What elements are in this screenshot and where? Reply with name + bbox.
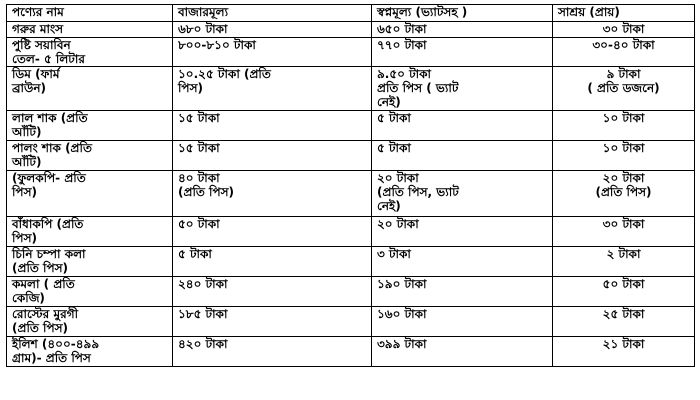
cell-shwapno-price: ৭৭০ টাকা [372,38,553,67]
cell-product: লাল শাক (প্রতি আঁটি) [7,111,173,141]
cell-saving: ১০ টাকা [553,141,695,171]
cell-saving: ৩০ টাকা [553,217,695,247]
cell-saving: ৩০-৪০ টাকা [553,38,695,67]
cell-market-price: ৬৮০ টাকা [173,22,372,38]
cell-product: ডিম (ফার্ম ব্রাউন) [7,67,173,111]
cell-market-price: ১৫ টাকা [173,111,372,141]
cell-market-price: ৪২০ টাকা [173,337,372,367]
header-shwapno-price: স্বপ্নমূল্য (ভ্যাটসহ ) [372,5,553,22]
cell-shwapno-price: ৫ টাকা [372,111,553,141]
cell-shwapno-price: ৯.৫০ টাকা প্রতি পিস ( ভ্যাট নেই) [372,67,553,111]
cell-saving: ৯ টাকা ( প্রতি ডজনে) [553,67,695,111]
table-row [7,247,695,277]
cell-market-price: ৪০ টাকা (প্রতি পিস) [173,171,372,217]
cell-market-price: ১০.২৫ টাকা (প্রতি পিস) [173,67,372,111]
table-row [7,171,695,217]
cell-shwapno-price: ৫ টাকা [372,141,553,171]
cell-saving: ১০ টাকা [553,111,695,141]
cell-shwapno-price: ৬৫০ টাকা [372,22,553,38]
cell-product: বাঁধাকপি (প্রতি পিস) [7,217,173,247]
cell-saving: ২১ টাকা [553,337,695,367]
cell-saving: ২ টাকা [553,247,695,277]
table-row [7,22,695,38]
cell-product: রোস্টের মুরগী (প্রতি পিস) [7,307,173,337]
table-row [7,277,695,307]
table-row [7,141,695,171]
cell-shwapno-price: ২০ টাকা [372,217,553,247]
table-body [7,22,695,367]
header-row [7,5,695,22]
cell-saving: ৫০ টাকা [553,277,695,307]
table-row [7,111,695,141]
cell-market-price: ১৫ টাকা [173,141,372,171]
cell-product: চিনি চম্পা কলা (প্রতি পিস) [7,247,173,277]
price-comparison-table [6,4,695,367]
cell-market-price: ১৮৫ টাকা [173,307,372,337]
table-row [7,67,695,111]
cell-saving: ৩০ টাকা [553,22,695,38]
cell-product: (ফুলকপি- প্রতি পিস) [7,171,173,217]
table-row [7,38,695,67]
table-row [7,217,695,247]
cell-shwapno-price: ৩৯৯ টাকা [372,337,553,367]
header-product: পণ্যের নাম [7,5,173,22]
cell-shwapno-price: ২০ টাকা (প্রতি পিস, ভ্যাট নেই) [372,171,553,217]
cell-shwapno-price: ৩ টাকা [372,247,553,277]
header-market-price: বাজারমূল্য [173,5,372,22]
cell-market-price: ৮০০-৮১০ টাকা [173,38,372,67]
cell-product: কমলা ( প্রতি কেজি) [7,277,173,307]
cell-shwapno-price: ১৯০ টাকা [372,277,553,307]
table-row [7,307,695,337]
cell-product: ইলিশ (৪০০-৪৯৯ গ্রাম)- প্রতি পিস [7,337,173,367]
cell-product: পুষ্টি সয়াবিন তেল- ৫ লিটার [7,38,173,67]
cell-market-price: ২৪০ টাকা [173,277,372,307]
cell-product: পালং শাক (প্রতি আঁটি) [7,141,173,171]
cell-market-price: ৫ টাকা [173,247,372,277]
header-saving: সাশ্রয় (প্রায়) [553,5,695,22]
cell-market-price: ৫০ টাকা [173,217,372,247]
cell-product: গরুর মাংস [7,22,173,38]
table-row [7,337,695,367]
table-header [7,5,695,22]
cell-saving: ২০ টাকা (প্রতি পিস) [553,171,695,217]
cell-saving: ২৫ টাকা [553,307,695,337]
cell-shwapno-price: ১৬০ টাকা [372,307,553,337]
